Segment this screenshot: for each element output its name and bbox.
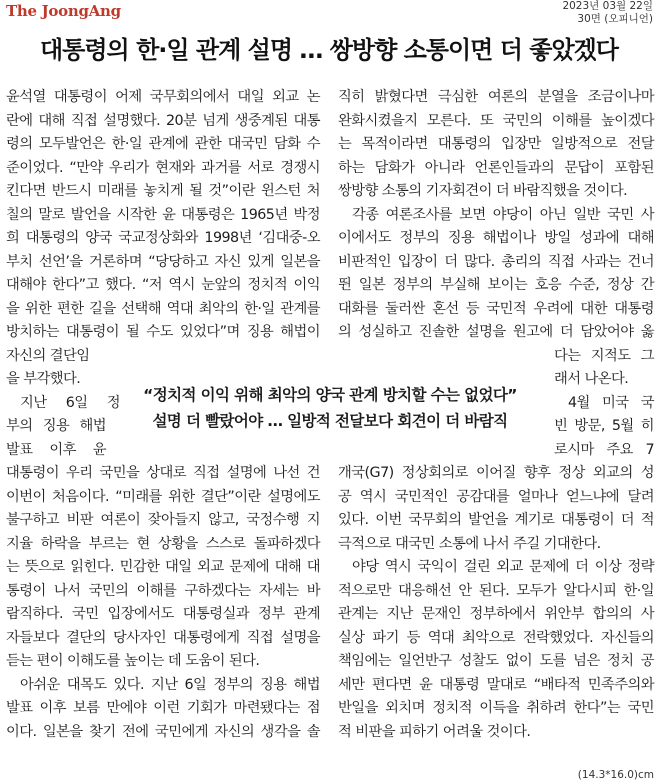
text-line: 야당 역시 국익이 걸린 외교 문제에 더 이상 정략 [352, 559, 654, 575]
text-line: 개국(G7) 정상회의로 이어질 향후 정상 외교의 성 [338, 465, 654, 481]
text-line: 공 역시 국민적인 공감대를 얼마나 얻느냐에 달려 [338, 488, 654, 505]
text-line: 자들보다 결단의 당사자인 대통령에게 직접 설명을 [6, 629, 320, 646]
text-line: 부치 선언’을 거론하며 “당당하고 자신 있게 일본을 [6, 253, 320, 270]
text-line: 적 비판을 피하기 어려울 것이다. [338, 723, 531, 740]
text-line: 을 위한 편한 길을 선택해 역대 최악의 한·일 관계를 [6, 300, 320, 317]
editorial-headline: 대통령의 한·일 관계 설명 … 쌍방향 소통이면 더 좋았겠다 [39, 36, 618, 64]
text-line: 지난 6일 정 [20, 394, 120, 411]
text-line: 빈 방문, 5월 히 [554, 418, 654, 434]
text-line: 아쉬운 대목도 있다. 지난 6일 정부의 징용 해법 [20, 676, 320, 693]
newspaper-brand-logo: The JoongAng [6, 2, 121, 20]
text-line: 세만 편다면 윤 대통령 말대로 “배타적 민족주의와 [338, 676, 654, 693]
text-line: 이번이 처음이다. “미래를 위한 결단”이란 설명에도 [6, 488, 320, 505]
text-line: 각종 여론조사를 보면 야당이 아닌 일반 국민 사 [352, 206, 654, 223]
text-line: 는 뜻으로 읽힌다. 민감한 대일 외교 문제에 대해 대 [6, 559, 320, 575]
text-line: 래서 나온다. [554, 371, 629, 387]
text-line: 듣는 편이 이해도를 높이는 데 도움이 된다. [6, 653, 260, 669]
text-line: 완화시켰을지 모른다. 또 국민의 이해를 높이겠다 [338, 112, 654, 129]
text-line: 발표 이후 보름 만에야 이런 기회가 마련됐다는 점 [6, 700, 320, 716]
text-line: 대통령이 우리 국민을 상대로 직접 설명에 나선 건 [6, 465, 320, 481]
page-section: 30면 (오피니언) [577, 13, 653, 25]
text-line: 관계는 지난 문재인 정부하에서 위안부 합의의 사 [338, 606, 654, 622]
text-line: 람직하다. 국민 입장에서도 대통령실과 정부 관계 [6, 606, 320, 622]
text-line: 의 성실하고 진솔한 설명을 원고에 더 담았어야 옳 [338, 324, 654, 340]
text-line: 방치하는 대통령이 될 수도 있었다”며 징용 해법이 [6, 324, 320, 340]
text-line: 직히 밝혔다면 극심한 여론의 분열을 조금이나마 [338, 89, 654, 105]
text-line: 지율 하락을 부르는 현 상황을 스스로 돌파하겠다 [6, 535, 320, 552]
text-line: 란에 대해 직접 설명했다. 20분 넘게 생중계된 대통 [6, 112, 320, 129]
publication-date: 2023년 03월 22일 [562, 0, 653, 12]
text-line: 로시마 주요 7 [554, 441, 654, 458]
text-line: 대화를 둘러싼 혼선 등 국민적 우려에 대한 대통령 [338, 300, 654, 317]
text-line: 킨다면 반드시 미래를 놓치게 될 것”이란 윈스턴 처 [6, 183, 320, 199]
text-line: 실상 파기 등 역대 최악으로 전락했었다. 자신들의 [338, 629, 654, 646]
text-line: 이에서도 정부의 징용 해법이나 방일 성과에 대해 [338, 230, 654, 246]
text-line: 칠의 말로 발언을 시작한 윤 대통령은 1965년 박정 [6, 206, 320, 223]
text-line: 준이었다. “만약 우리가 현재와 과거를 서로 경쟁시 [6, 159, 320, 176]
text-line: 통령이 나서 국민의 이해를 구하겠다는 자세는 바 [6, 582, 320, 599]
publication-meta [562, 0, 653, 26]
text-line: 희 대통령의 양국 국교정상화와 1998년 ‘김대중-오 [6, 230, 320, 246]
text-line: 책임에는 일언반구 성찰도 없이 도를 넘은 정치 공 [338, 653, 654, 669]
text-line: 윤석열 대통령이 어제 국무회의에서 대일 외교 논 [6, 89, 320, 105]
text-line: 부의 징용 해법 [6, 418, 106, 434]
text-line: 발표 이후 윤 [6, 441, 106, 458]
text-line: 불구하고 비판 여론이 잦아들지 않고, 국정수행 지 [6, 512, 320, 528]
pull-quote-line: 설명 더 빨랐어야 … 일방적 전달보다 회견이 더 바람직 [152, 412, 508, 430]
text-line: 령의 모두발언은 한·일 관계에 관한 대국민 담화 수 [6, 136, 320, 152]
text-line: 뛴 일본 정부의 부실해 보이는 호응 수준, 정상 간 [338, 277, 654, 293]
article-size-note: (14.3*16.0)cm [577, 769, 654, 781]
text-line: 적으로만 대응해선 안 된다. 모두가 알다시피 한·일 [338, 582, 654, 599]
text-line: 반일을 외치며 정치적 이득을 취하려 한다”는 국민 [338, 700, 654, 716]
text-line: 쌍방향 소통의 기자회견이 더 바람직했을 것이다. [338, 183, 628, 199]
text-line: 다는 지적도 그 [554, 347, 654, 364]
pull-quote-line: “정치적 이익 위해 최악의 양국 관계 방치할 수는 없었다” [143, 386, 517, 404]
text-line: 있다. 이번 국무회의 발언을 계기로 대통령이 더 적 [338, 512, 654, 528]
text-line: 4월 미국 국 [568, 394, 654, 411]
text-line: 비판적인 입장이 더 많다. 총리의 직접 사과는 건너 [338, 253, 654, 270]
text-line: 대해야 한다”고 했다. “저 역시 눈앞의 정치적 이익 [6, 277, 320, 293]
pull-quote [100, 382, 560, 434]
text-line: 을 부각했다. [6, 371, 81, 387]
text-line: 자신의 결단임 [6, 347, 90, 364]
text-line: 는 목적이라면 대통령의 입장만 일방적으로 전달 [338, 136, 654, 152]
text-line: 하는 담화가 아니라 언론인들과의 문답이 포함된 [338, 159, 654, 176]
text-line: 이다. 일본을 찾기 전에 국민에게 자신의 생각을 솔 [6, 723, 320, 740]
text-line: 극적으로 대국민 소통에 나서 주길 기대한다. [338, 535, 601, 552]
